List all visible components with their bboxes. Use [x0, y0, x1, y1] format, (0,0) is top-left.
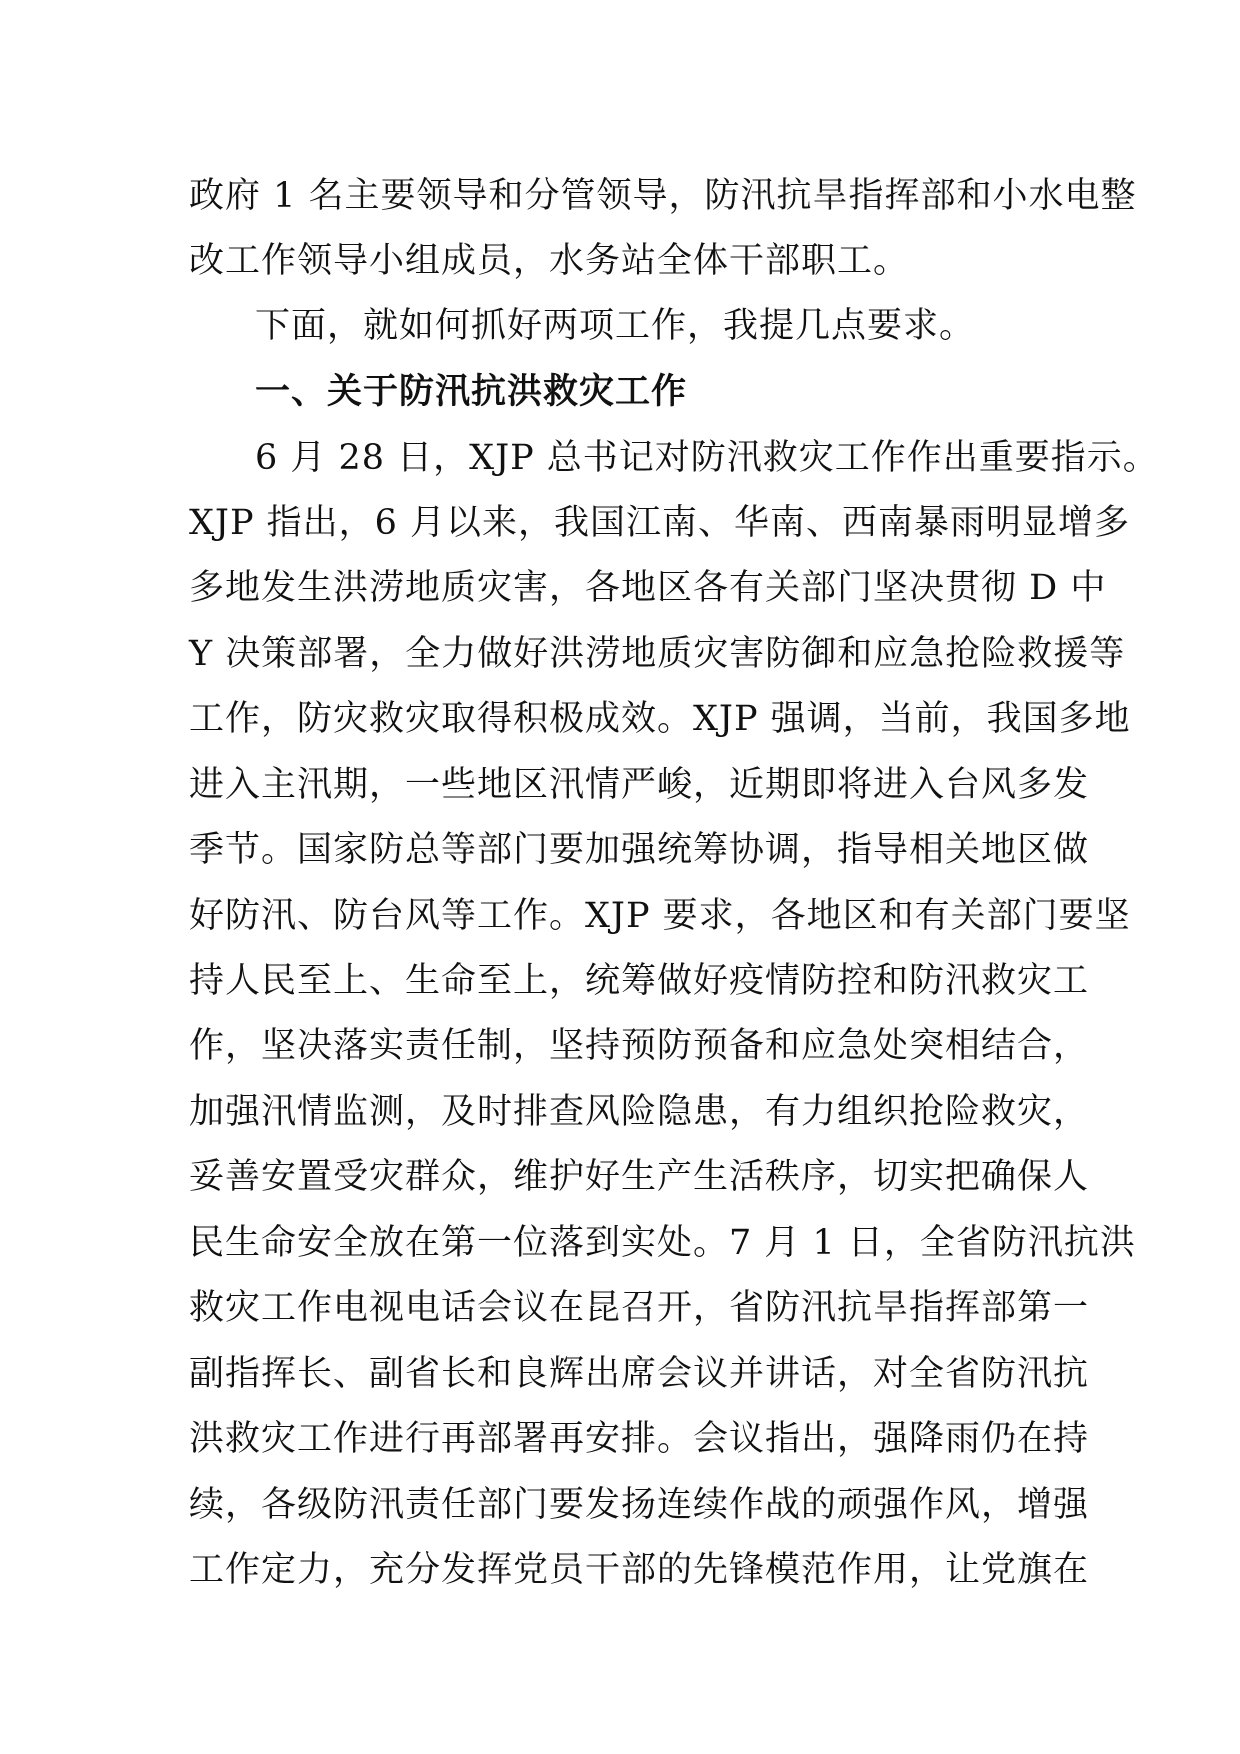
text-line: 工作定力，充分发挥党员干部的先锋模范作用，让党旗在	[189, 1550, 1090, 1590]
text-line: 多地发生洪涝地质灾害，各地区各有关部门坚决贯彻 D 中	[189, 568, 1107, 608]
text-line: XJP 指出，6 月以来，我国江南、华南、西南暴雨明显增多	[189, 503, 1131, 543]
text-line: 政府 1 名主要领导和分管领导，防汛抗旱指挥部和小水电整	[189, 176, 1137, 216]
text-line: 工作，防灾救灾取得积极成效。XJP 强调，当前，我国多地	[189, 699, 1131, 739]
text-line: 救灾工作电视电话会议在昆召开，省防汛抗旱指挥部第一	[189, 1288, 1090, 1328]
text-line: 6 月 28 日，XJP 总书记对防汛救灾工作作出重要指示。	[255, 438, 1159, 478]
text-line: 改工作领导小组成员，水务站全体干部职工。	[189, 241, 910, 281]
text-line: 副指挥长、副省长和良辉出席会议并讲话，对全省防汛抗	[189, 1354, 1090, 1394]
text-line: 加强汛情监测，及时排查风险隐患，有力组织抢险救灾，	[189, 1092, 1090, 1132]
text-line: 下面，就如何抓好两项工作，我提几点要求。	[255, 306, 976, 346]
text-line: Y 决策部署，全力做好洪涝地质灾害防御和应急抢险救援等	[189, 634, 1126, 674]
text-line: 持人民至上、生命至上，统筹做好疫情防控和防汛救灾工	[189, 961, 1090, 1001]
section-heading: 一、关于防汛抗洪救灾工作	[255, 371, 688, 412]
text-line: 民生命安全放在第一位落到实处。7 月 1 日，全省防汛抗洪	[189, 1223, 1136, 1263]
text-line: 季节。国家防总等部门要加强统筹协调，指导相关地区做	[189, 830, 1090, 870]
text-line: 好防汛、防台风等工作。XJP 要求，各地区和有关部门要坚	[189, 896, 1131, 936]
text-line: 续，各级防汛责任部门要发扬连续作战的顽强作风，增强	[189, 1485, 1090, 1525]
text-line: 作，坚决落实责任制，坚持预防预备和应急处突相结合，	[189, 1026, 1090, 1066]
text-line: 进入主汛期，一些地区汛情严峻，近期即将进入台风多发	[189, 765, 1090, 805]
text-line: 妥善安置受灾群众，维护好生产生活秩序，切实把确保人	[189, 1157, 1090, 1197]
text-line: 洪救灾工作进行再部署再安排。会议指出，强降雨仍在持	[189, 1419, 1090, 1459]
